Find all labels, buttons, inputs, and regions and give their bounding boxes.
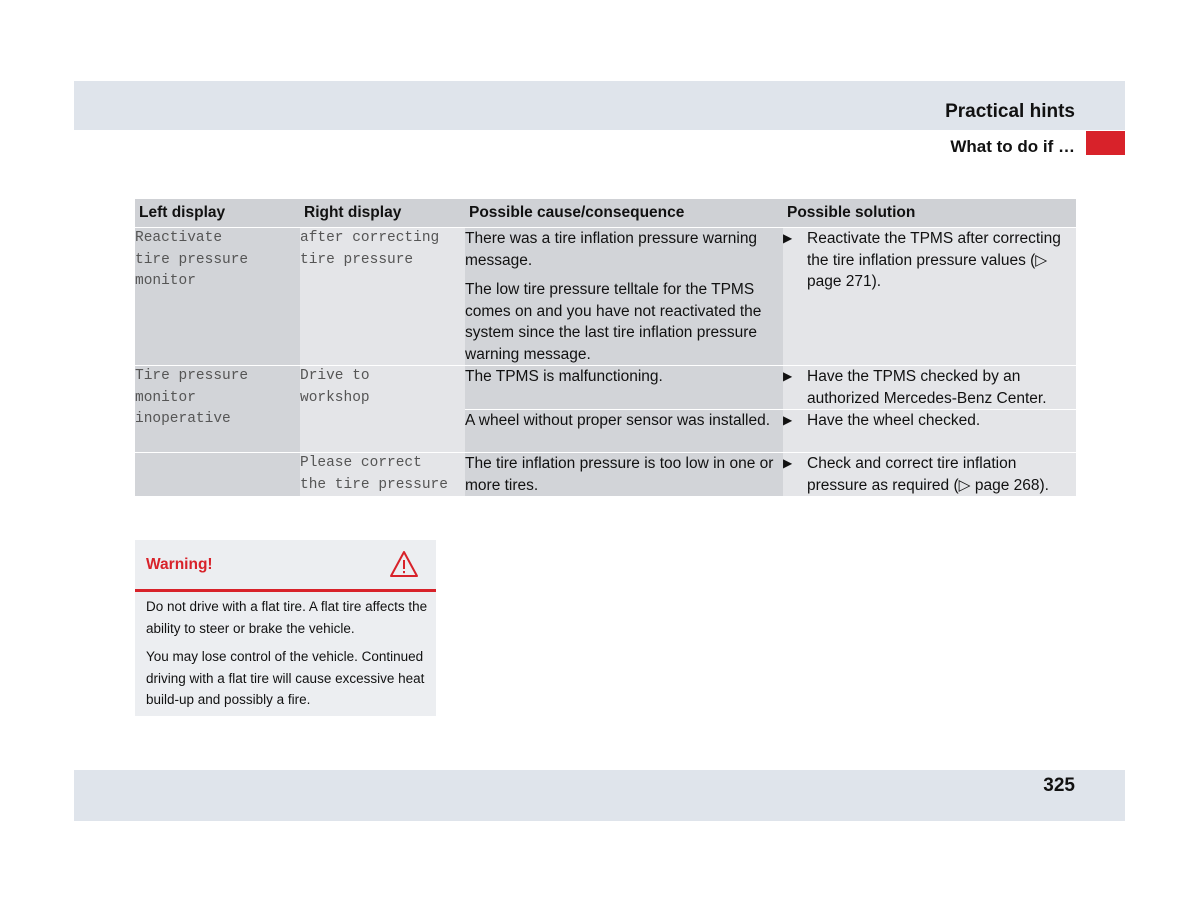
subsection-title: What to do if … (950, 137, 1075, 156)
warning-box (135, 540, 436, 716)
column-header-right-display: Right display (300, 199, 465, 227)
left-display-text (135, 452, 300, 496)
solution-cell (783, 365, 1076, 409)
warning-divider (135, 589, 436, 592)
cause-text: A wheel without proper sensor was installed. (465, 412, 770, 429)
right-display-text: Drive to workshop (300, 365, 465, 452)
bullet-arrow-icon: ▶ (783, 231, 793, 245)
solution-cell (783, 227, 1076, 365)
solution-text: Have the TPMS checked by an authorized Mercedes-Benz Center. (807, 368, 1047, 407)
solution-cell (783, 452, 1076, 496)
right-display-text: after correcting tire pressure (300, 227, 465, 365)
warning-triangle-icon (389, 550, 419, 578)
section-title: Practical hints (945, 101, 1075, 122)
left-display-text: Tire pressure monitor inoperative (135, 365, 300, 452)
display-messages-table (135, 199, 1076, 496)
cause-text: The TPMS is malfunctioning. (465, 368, 663, 385)
cause-text: The low tire pressure telltale for the TPMS comes on and you have not reactivated the system since the last tire inflation pressure warning message. (465, 281, 762, 363)
bullet-arrow-icon: ▶ (783, 369, 793, 383)
solution-text: Check and correct tire inflation pressure as required (▷ page 268). (807, 455, 1049, 494)
warning-body (146, 596, 431, 711)
solution-text: Reactivate the TPMS after correcting the tire inflation pressure values (▷ page 271). (807, 230, 1061, 290)
right-display-text: Please correct the tire pressure (300, 452, 465, 496)
bullet-arrow-icon: ▶ (783, 413, 793, 427)
warning-title: Warning! (146, 556, 213, 573)
cause-text: There was a tire inflation pressure warning message. (465, 230, 758, 269)
page-number: 325 (1043, 775, 1075, 796)
solution-text: Have the wheel checked. (807, 412, 981, 429)
footer-band (74, 770, 1125, 821)
left-display-text: Reactivate tire pressure monitor (135, 227, 300, 365)
section-tab-marker (1086, 131, 1125, 155)
table-row (135, 452, 1076, 496)
bullet-arrow-icon: ▶ (783, 456, 793, 470)
table-row (135, 227, 1076, 365)
column-header-left-display: Left display (135, 199, 300, 227)
cause-cell (465, 409, 783, 452)
cause-text: The tire inflation pressure is too low in one or more tires. (465, 455, 774, 494)
cause-cell (465, 452, 783, 496)
warning-paragraph: You may lose control of the vehicle. Continued driving with a flat tire will cause excessive heat build-up and possibly a fire. (146, 649, 425, 707)
warning-paragraph: Do not drive with a flat tire. A flat tire affects the ability to steer or brake the vehicle. (146, 599, 428, 636)
solution-cell (783, 409, 1076, 452)
cause-cell (465, 365, 783, 409)
table-row (135, 365, 1076, 409)
table-header-row (135, 199, 1076, 227)
column-header-solution: Possible solution (783, 199, 1076, 227)
column-header-cause: Possible cause/consequence (465, 199, 783, 227)
cause-cell (465, 227, 783, 365)
